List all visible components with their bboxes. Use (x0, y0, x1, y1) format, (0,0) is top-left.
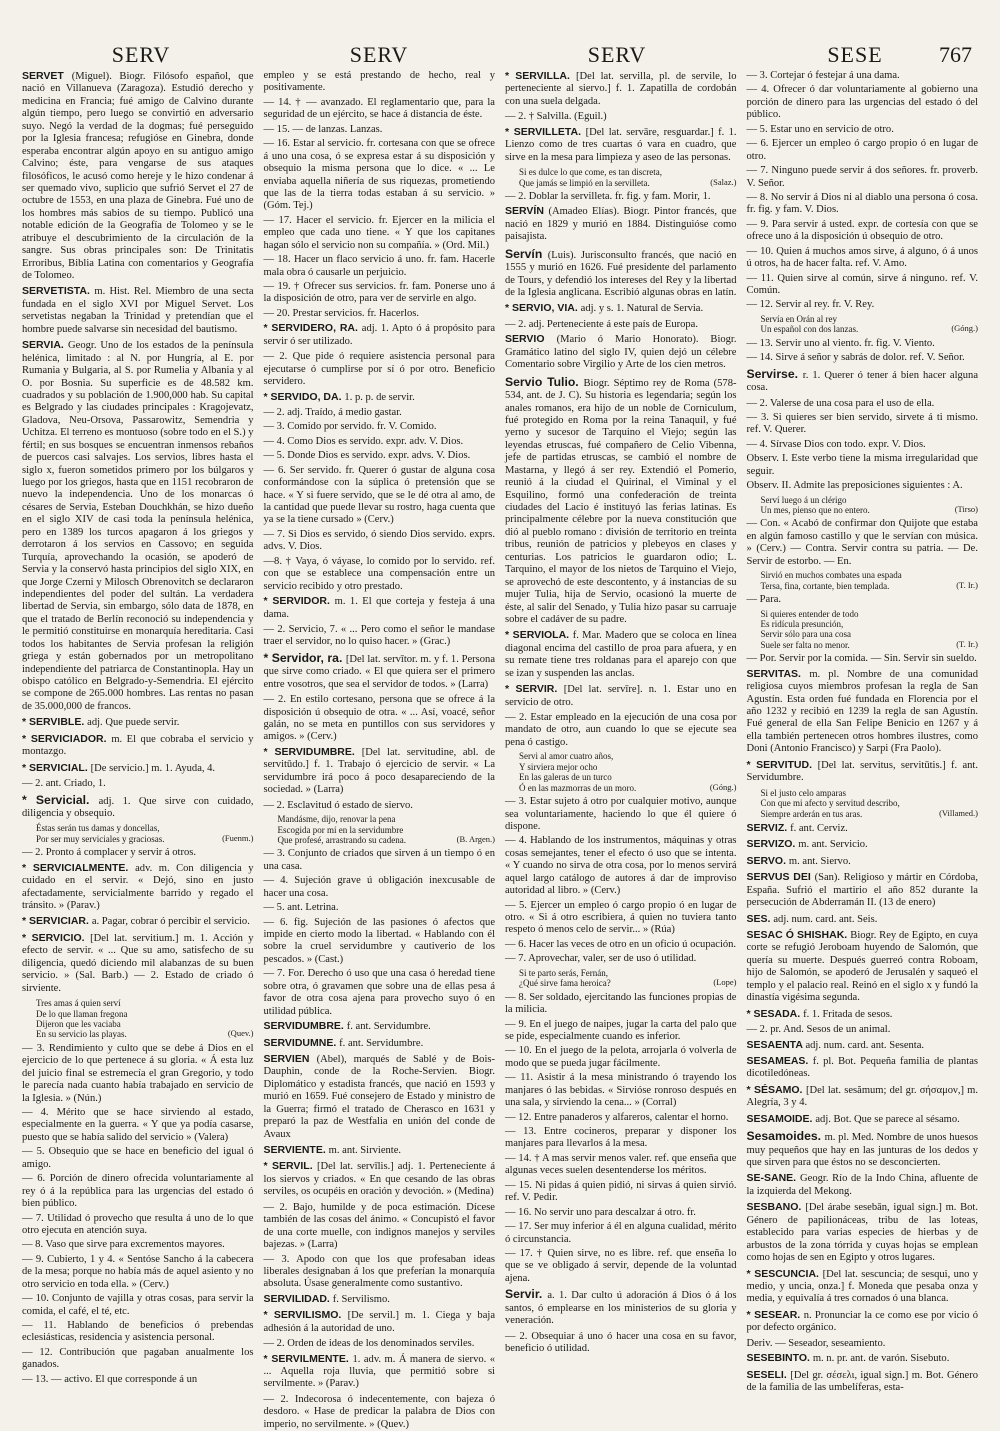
entry-sense: — 6. Porción de dinero ofrecida voluntariamente al rey ó á la república para las urgencias del estado ó bien público. (22, 1173, 254, 1210)
entry-sense: — 2. Indecorosa ó indecentemente, con bajeza ó desdoro. « Hase de predicar la palabra de Dios con imperio, no servilmente. » (Quev.) (263, 1393, 495, 1430)
entry-definition: f. Mar. Madero que se coloca en línea diagonal encima del castillo de proa para afuera, y en su remate tiene tres roldanas para el aparejo con que se izan y suspenden las anclas. (505, 630, 737, 679)
verse-text: Éstas serán tus damas y doncellas, Por ser muy serviciales y graciosas. (36, 823, 165, 844)
dictionary-entry (747, 668, 979, 756)
entry-definition: [De servicio.] m. 1. Ayuda, 4. (90, 762, 216, 774)
entry-sense: — 9. En el juego de naipes, jugar la carta del palo que se pide, especialmente cuando es inferior. (505, 1018, 737, 1042)
entry-headword: Sesamoides. (746, 1129, 822, 1144)
entry-sense: — 13. Entre cocineros, preparar y disponer los manjares para llevarlos á la mesa. (505, 1126, 737, 1150)
entry-headword: SERVUS DEI (746, 871, 811, 884)
entry-definition: m. ant. Servicio. (798, 839, 868, 851)
entry-sense: — 16. Estar al servicio. fr. cortesana con que se ofrece á uno una cosa, ó se expresa estar á su disposición y obsequio la misma persona que lo dice. « ... Le enviaba aquella niñería de sus riquezas, prometiendo que las de la tierra todas estaban á su servicio. » (Góm. Tej.) (263, 138, 495, 212)
entry-definition: adv. m. Con diligencia y cuidado en el servir. « Dejó, sino en justo afectadamente, servicialmente barrido y regado el tránsito. » (Parav.) (22, 862, 254, 911)
entry-sense: empleo y se está prestando de hecho, real y positivamente. (263, 70, 495, 94)
entry-definition: 1. adv. m. Á manera de siervo. « ... Aquella roja lluvia, que permitió sobre si servilmente. » (Parav.) (263, 1353, 495, 1390)
entry-headword: SERVIZ. (746, 821, 788, 834)
entry-headword: SERVIA. (22, 339, 64, 352)
entry-sense: — 11. Asistir á la mesa ministrando ó trayendo los manjares ó las bebidas. « Sirvióse ronroso después en una sala, y sirviendo la cena... » (Corral) (505, 1072, 737, 1109)
entry-headword: * SESEAR. (746, 1308, 801, 1321)
entry-sense: — 3. Apodo con que los que profesaban ideas liberales designaban á los que preferían la monarquía absoluta. Úsase generalmente como sustantivo. (263, 1253, 495, 1290)
dictionary-entry (505, 247, 737, 300)
entry-headword: * SERVITUD. (746, 758, 812, 771)
entry-sense: — 2. † Salvilla. (Eguil.) (505, 111, 607, 123)
verse-text: Si quieres entender de todo Es ridícula presunción, Servir sólo para una cosa Suele ser falta no menor. (760, 608, 859, 650)
entry-sense: — 8. Ser soldado, ejercitando las funciones propias de la milicia. (505, 991, 737, 1016)
entry-sense: — 15. Ni pidas á quien pidió, ni sirvas á quien sirvió. ref. V. Pedir. (505, 1179, 737, 1204)
entry-sense: — 18. Hacer un flaco servicio á uno. fr. fam. Hacerle mala obra ó causarle un perjuicio. (263, 254, 495, 278)
dictionary-entry (747, 913, 979, 926)
entry-headword: * SERVILLETA. (505, 125, 581, 138)
dictionary-entry (747, 838, 979, 851)
dictionary-entry (747, 1055, 979, 1081)
column-3 (505, 70, 737, 1354)
guide-word: SERV (349, 42, 409, 67)
verse-source: (B. Argen.) (456, 833, 495, 844)
entry-sense: — 2. Esclavitud ó estado de siervo. (263, 799, 413, 811)
entry-definition: [Del lat. servitudine, abl. de servitūdo.] f. 1. Trabajo ó ejercicio de servir. « La servidumbre irá poco á poco desapareciendo de la sociedad. » (Larra) (263, 746, 495, 796)
entry-headword: Servio Tulio. (505, 374, 579, 389)
entry-headword: SESAC Ó SHISHAK. (746, 929, 848, 941)
dictionary-entry (264, 1144, 496, 1157)
dictionary-entry (22, 733, 254, 759)
entry-definition: Geogr. Río de la Indo China, afluente de la izquierda del Mekong. (746, 1173, 978, 1197)
entry-sense: — Por. Servir por la comida. — Sin. Servir sin sueldo. (746, 653, 977, 665)
dictionary-entry (747, 1129, 979, 1169)
entry-headword: SERVILIDAD. (263, 1292, 330, 1305)
entry-definition: m. ant. Siervo. (788, 855, 851, 867)
entry-definition: adj. num. card. ant. Seis. (773, 913, 878, 925)
guide-word: SESE (827, 42, 883, 67)
entry-headword: * SESADA. (746, 1007, 801, 1020)
entry-headword: SERVITAS. (746, 667, 801, 680)
dictionary-entry (747, 1084, 979, 1110)
entry-sense: — 5. Ejercer un empleo ó cargo propio ó en lugar de otro. « Si á otro escribiera, á quien no tuviera tanto respeto ó menos celo de servir... » (Rúa) (505, 899, 737, 936)
entry-headword: SESAMOIDE. (746, 1112, 813, 1125)
entry-sense: — 17. Hacer el servicio. fr. Ejercer en la milicia el empleo que cada uno tiene. « Y que los capitanes hagan sólo el servicio non su compañía. » (Ord. Mil.) (263, 214, 495, 251)
entry-sense: — 10. Quien á muchos amos sirve, á alguno, ó á unos ú otros, ha de hacer falta. ref. V. Amo. (746, 245, 978, 270)
entry-sense: — 14. Sirve á señor y sabrás de dolor. ref. V. Señor. (746, 352, 965, 364)
verse-source: (T. Ir.) (956, 638, 978, 649)
entry-sense: — 7. Si Dios es servido, ó siendo Dios servido. exprs. advs. V. Dios. (263, 528, 495, 553)
entry-headword: SERVIENTE. (263, 1144, 326, 1156)
entry-headword: Servir. (505, 1287, 543, 1302)
entry-definition: adj. Que puede servir. (87, 717, 180, 729)
entry-sense: — 13. Servir uno al viento. fr. fig. V. Viento. (746, 337, 935, 349)
entry-sense: — 2. Bajo, humilde y de poca estimación. Dícese también de las cosas del ánimo. « Concupistó el favor de una corte muelle, con indignos manejos y serviles bajezas. » (Larra) (263, 1201, 495, 1251)
entry-definition: adj. num. card. ant. Sesenta. (805, 1039, 925, 1051)
entry-sense: — 15. — de lanzas. Lanzas. (263, 123, 383, 135)
column-4 (746, 70, 979, 1393)
entry-sense: — 3. Rendimiento y culto que se debe á Dios en el ejercicio de lo que pertenece á su gloria. « Á esta luz del juicio final se estremecía el gran Gregorio, y todo le parecía nada cuanto había trabajado en servicio de la Iglesia. » (Nún.) (22, 1042, 254, 1104)
entry-sense: — 2. Orden de ideas de los denominados serviles. (263, 1338, 475, 1350)
dictionary-entry (505, 629, 737, 680)
entry-sense: — 2. Doblar la servilleta. fr. fig. y fam. Morir, 1. (505, 190, 711, 202)
verse-quotation (761, 788, 979, 819)
dictionary-entry (264, 1160, 496, 1198)
entry-definition: [De servil.] m. 1. Ciega y baja adhesión á la autoridad de uno. (263, 1310, 495, 1334)
entry-definition: [Del lat. sescuncia; de sesqui, uno y medio, y uncia, onza.] f. Moneda que pesaba onza y media, y equivalía á tres cornados ó una blanca. (746, 1268, 979, 1305)
entry-definition: Biogr. Séptimo rey de Roma (578-534, ant. de J. C). Su historia es legendaria; según los anales romanos, era hijo de un noble de Corniculum, fué protegido en Roma por la reina Tanaquil, y fué yerno y sucesor de Tarquino el Viejo; según las leyendas etruscas, fué compañero de Celio Vibenna, jefe de partidas etruscas, se cambió el nombre de Mastarna, y llegó á ser rey. Extendió el Pomerio, reunió á la ciudad el Quirinal, el Viminal y el Esquilino, formó una confederación de treinta ciudades del Lacio é instituyó las ferias latinas. Es principalmente célebre por la nueva constitución que dió al pueblo romano : división de territorio en treinta tribus, reunión de patricios y plebeyos en clases y centurias. Los patricios le guardaron odio; L. Tarquino, el mayor de los nietos de Tarquino el Viejo, se aprovechó de este descontento, y á instancias de su mujer Tulia, hija de Servio, ocasionó la muerte de éste, al salir del Senado, y Tulia hizo pasar su carruaje sobre el cadáver de su padre. (505, 377, 737, 625)
entry-definition: r. 1. Querer ó tener á bien hacer alguna cosa. (746, 369, 979, 394)
dictionary-entry (264, 1037, 496, 1050)
entry-sense: — 2. adj. Perteneciente á este país de Europa. (505, 318, 698, 330)
verse-quotation (519, 167, 737, 188)
dictionary-entry (505, 333, 737, 371)
dictionary-entry (747, 1369, 979, 1395)
entry-definition: (Miguel). Biogr. Filósofo español, que nació en Villanueva (Zaragoza). Estudió derecho y medicina en Francia; fué amigo de Calvino durante algún tiempo, pero luego se convirtió en adversario suyo. Negó la verdad de la dogmas; fué perseguido por la Iglesia francesa; refugióse en Ginebra, donde esperaba encontrar algún apoyo en su antiguo amigo Calvino; éste, para vengarse de sus ataques filosóficos, le acusó como hereje y le hizo condenar á ser quemado vivo, suplicio que sufrió Servet el 27 de octubre de 1553, en una plaza de Ginebra. Fué uno de los hombres más sabios de su tiempo. Publicó una notable edición de la Geografía de Tolomeo y se le atribuye el descubrimiento de la circulación de la sangre. Sus obras principales son: De Trinitatis Erroribus, Biblia Latina con comentarios y Geografía de Tolomeo. (22, 71, 254, 281)
dictionary-entry (264, 1353, 496, 1391)
dictionary-entry (747, 871, 979, 909)
entry-headword: SERVIZO. (746, 838, 796, 851)
dictionary-entry (505, 205, 737, 243)
entry-definition: m. pl. Nombre de una comunidad religiosa cuyos miembros profesan la regla de San Agustín. Esta orden fué fundada en Florencia por el año 1232 y recibió en 1239 la regla de san Agustín. Fué general de ella San Felipe Benicio en 1267 y á ella también pertenecen otros hombres ilustres, como Doni (Antonio Francisco) y Sarpi (Fra Paolo). (746, 668, 978, 755)
entry-headword: SESAMEAS. (746, 1054, 809, 1067)
entry-headword: SESELI. (746, 1368, 787, 1381)
guide-word: SERV (111, 42, 171, 67)
entry-definition: [Del lat. servītor. m. y f. 1. Persona que sirve como criado. « El que quiera ser el primero entre vosotros, que sea el servidor de todos. » (Larra) (263, 653, 495, 690)
dictionary-entry (22, 793, 254, 821)
dictionary-entry (264, 1020, 496, 1033)
dictionary-entry (747, 1201, 979, 1264)
entry-sense: — 4. Mérito que se hace sirviendo al estado, especialmente en la guerra. « Y que ya podía casarse, puesto que se había salido del servicio » (Valera) (22, 1107, 254, 1143)
entry-definition: [Del lat. servīlis.] adj. 1. Perteneciente á los siervos y criados. « En que cesando de las obras serviles, os ocupéis en oración y devoción. » (Medina) (263, 1161, 496, 1198)
entry-headword: SE-SANE. (746, 1172, 797, 1185)
entry-sense: — 4. Como Dios es servido. expr. adv. V. Dios. (263, 435, 464, 447)
verse-text: Tres amas á quien serví De lo que llaman fregona Dijeron que les vaciaba En su servicio las playas. (36, 998, 128, 1040)
entry-headword: * SERVIO, VIA. (505, 302, 578, 315)
entry-definition: a. Pagar, cobrar ó percibir el servicio. (91, 916, 250, 928)
dictionary-entry (505, 683, 737, 709)
entry-headword: * SERVILLA. (505, 70, 570, 82)
entry-headword: * SERVIBLE. (22, 716, 85, 729)
entry-definition: (Luis). Jurisconsulto francés, que nació en 1555 y murió en 1626. Fué presidente del parlamento de Tours, y defendió los intereses del Rey y la libertad de la Iglesia anglicana. Escribió algunas obras en latín. (505, 249, 737, 298)
dictionary-entry (264, 1053, 496, 1141)
dictionary-entry (264, 322, 496, 348)
verse-source: (Fuenm.) (222, 832, 254, 843)
entry-definition: f. ant. Servidumbre. (346, 1021, 431, 1033)
entry-sense: — 5. Donde Dios es servido. expr. advs. V. Dios. (263, 450, 471, 462)
entry-headword: * SERVIR. (505, 683, 558, 696)
guide-word: SERV (587, 42, 647, 67)
entry-definition: (Mario ó Mario Honorato). Biogr. Gramático latino del siglo IV, quien dejó un célebre Comentario sobre Virgilio y Arte de los cien metros. (505, 334, 737, 371)
entry-sense: — 11. Hablando de beneficios ó prebendas eclesiásticas, residencia y asistencia personal. (22, 1320, 254, 1344)
verse-text: Servi al amor cuatro años, Y sirviera mejor ocho En las galeras de un turco Ó en las mazmorras de un moro. (519, 751, 637, 793)
entry-sense: — 2. Que pide ó requiere asistencia personal para ejecutarse ó cumplirse por sí ó por otro. Beneficio servidero. (263, 351, 495, 388)
verse-source: (Góng.) (709, 781, 737, 792)
text-columns (22, 70, 979, 1430)
entry-sense: — 17. † Quien sirve, no es libre. ref. que enseña lo que se ve obligado á servir, depende de la voluntad ajena. (505, 1247, 737, 1284)
dictionary-entry (747, 1352, 979, 1365)
entry-headword: * SERVIDUMBRE. (263, 745, 355, 758)
verse-quotation (761, 609, 979, 651)
entry-headword: * Servicial. (22, 792, 90, 807)
entry-headword: * SERVILMENTE. (263, 1352, 349, 1365)
entry-sense: — 5. ant. Letrina. (263, 902, 339, 914)
verse-quotation (278, 814, 496, 845)
entry-headword: SERVO. (746, 854, 786, 867)
entry-sense: — 3. Cortejar ó festejar á una dama. (746, 70, 900, 81)
dictionary-entry (505, 1287, 737, 1327)
entry-headword: Servirse. (746, 366, 798, 381)
entry-definition: f. ant. Cerviz. (790, 822, 848, 834)
dictionary-entry (22, 915, 254, 928)
dictionary-entry (505, 375, 737, 627)
entry-sense: — 2. ant. Criado, 1. (22, 778, 106, 790)
dictionary-entry (505, 126, 737, 164)
dictionary-entry (747, 1039, 979, 1052)
dictionary-entry (505, 302, 737, 315)
entry-sense: — 4. Hablando de los instrumentos, máquinas y otras cosas semejantes, tener el efecto ó uso que se intenta. « Y cuando no sirva de otra cosa, por lo menos servirá aquel largo catálogo de autores á dar de improviso autoridad al libro. » (Cerv.) (505, 835, 737, 897)
entry-sense: — 14. † — avanzado. El reglamentario que, para la seguridad de un ejército, se hace á distancia de éste. (263, 96, 495, 121)
entry-definition: [Del lat. servitus, servitūtis.] f. ant. Servidumbre. (746, 759, 978, 784)
entry-headword: SERVIO (505, 333, 545, 346)
dictionary-entry (22, 762, 254, 775)
dictionary-entry (747, 822, 979, 835)
dictionary-entry (264, 651, 496, 691)
dictionary-entry (22, 932, 254, 995)
entry-headword: SERVIDUMBRE. (263, 1020, 344, 1033)
entry-sense: — 7. Aprovechar, valer, ser de uso ó utilidad. (505, 953, 697, 965)
entry-definition: [Del lat. servilla, pl. de servile, lo perteneciente al siervo.] f. 1. Zapatilla de cordobán con una suela delgada. (505, 71, 737, 107)
entry-headword: * SERVICIO. (22, 931, 85, 944)
verse-source: (Salaz.) (710, 176, 737, 187)
entry-sense: — 8. No servir á Dios ni al diablo una persona ó cosa. fr. fig. y fam. V. Dios. (746, 191, 978, 216)
entry-sense: — 4. Sírvase Dios con todo. expr. V. Dios. (746, 438, 926, 450)
verse-source: (Lope) (713, 977, 737, 988)
entry-sense: — 10. En el juego de la pelota, arrojarla ó volverla de modo que se pueda jugar fácilmente. (505, 1045, 737, 1069)
entry-headword: SESAENTA (746, 1038, 803, 1051)
entry-sense: — 2. Servicio, 7. « ... Pero como el señor le mandase traer el servidor, no lo quiso hacer. » (Grac.) (263, 623, 495, 648)
entry-definition: (Amadeo Elías). Biogr. Pintor francés, que nació en 1829 y murió en 1884. Distinguióse como paisajista. (505, 206, 737, 243)
entry-definition: m. pl. Med. Nombre de unos huesos muy pequeños que hay en las junturas de los dedos y que sirven para que éstos no se desconcierten. (746, 1132, 979, 1168)
entry-definition: Geogr. Uno de los estados de la península helénica, limitado : al N. por Hungría, al E. por Rumania y Bulgaria, al S. por Rumelia y Albania y al O. por Bosnia. Su superficie es de 48.582 km. cuadrados y su población de 1.900,000 hab. Su capital es Belgrado y las ciudades principales : Kragojevatz, Gladova, Neu-Orsova, Passarowitz, Semendria y Uchitza. El terreno es montuoso (sobre todo en el S.) y fértil; en sus bosques se encuentran inmensos rebaños de puercos casi salvajes. Los servios, libres hasta el siglo x, fueron sometidos primero por los búlgaros y luego por los griegos, hasta que en 1151 recobraron de nuevo la independencia. Uno de los monarcas ó césares de Servia, Esteban Douchkhán, se hizo dueño en el siglo XIV de casi toda la península helénica, pero en 1389 los turcos apagaron á los griegos y derrotaron á los servios en Cassovo; en seguida Turquía, aprovechando la ocasión, se apoderó de Servia y la conservó hasta principios del siglo XIX, en que Jorge Czerni y Milosch Obrenovitch se declararon independientes del poder del sultán. La verdadera libertad de Servia, sin embargo, sólo data de 1878, en que el tratado de Berlín reconoció su independencia y le permitió constituirse en monarquía hereditaria. Casi todos los habitantes de Servia profesan la religión griega y están gobernados por un metropolitano independiente del patriarca de Constantinopla. Hay un obispo católico en Belgrado-y-Semendria. El ejército se compone de 265.000 hombres. Las rentas no pasan de 35.000,000 de francos. (22, 340, 254, 712)
entry-headword: * SÉSAMO. (746, 1083, 803, 1096)
entry-sense: — 7. Ninguno puede servir á dos señores. fr. proverb. V. Señor. (746, 165, 978, 189)
dictionary-entry (747, 367, 979, 395)
entry-sense: — 12. Servir al rey. fr. V. Rey. (746, 299, 875, 311)
entry-sense: — 19. † Ofrecer sus servicios. fr. fam. Ponerse uno á la disposición de otro, para ver de servirle en algo. (263, 281, 495, 305)
entry-sense: — 20. Prestar servicios. fr. Hacerlos. (263, 307, 420, 319)
verse-quotation (36, 998, 254, 1040)
verse-text: Si es dulce lo que come, es tan discreta, Que jamás se limpió en la servilleta. (519, 167, 662, 188)
dictionary-entry (264, 391, 496, 404)
entry-sense: — 3. Si quieres ser bien servido, sirvete á ti mismo. ref. V. Querer. (746, 411, 978, 436)
entry-sense: — 17. Ser muy inferior á él en alguna cualidad, mérito ó circunstancia. (505, 1221, 737, 1245)
entry-definition: m. Hist. Rel. Miembro de una secta fundada en el siglo XVI por Miguel Servet. Los servetistas negaban la Trinidad y pretendían que el hombre puede salvarse sin necesidad del bautismo. (22, 286, 254, 335)
entry-sense: — 7. For. Derecho ó uso que una casa ó heredad tiene sobre otra, ó gravamen que sobre una de ellas pesa á favor de otra cosa ajena para provecho suyo ó en utilidad pública. (263, 968, 495, 1017)
entry-headword: * SERVILISMO. (263, 1309, 342, 1322)
entry-headword: SERVETISTA. (22, 285, 90, 298)
entry-definition: [Del lat. sesămum; del gr. σήσαμον,] m. Alegría, 3 y 4. (746, 1084, 978, 1109)
verse-source: (Tirso) (954, 504, 978, 514)
entry-sense: — 2. adj. Traído, á medio gastar. (263, 406, 402, 418)
entry-sense: — 2. Obsequiar á uno ó hacer una cosa en su favor, beneficio ó utilidad. (505, 1330, 737, 1354)
dictionary-entry (505, 70, 737, 108)
entry-definition: n. Pronunciar la ce como ese por vicio ó por defecto orgánico. (746, 1309, 979, 1334)
entry-headword: * SERVICIALMENTE. (22, 861, 129, 874)
entry-headword: * SERVICIAR. (22, 915, 89, 928)
dictionary-entry (264, 1309, 496, 1335)
entry-headword: * SERVIL. (263, 1160, 313, 1173)
verse-text: Si te parto serás, Fernán, ¿Qué sirve fama heroica? (519, 967, 611, 989)
entry-sense: — 14. † A mas servir menos valer. ref. que enseña que algunas veces suelen desentenderse los méritos. (505, 1152, 737, 1177)
verse-quotation (36, 823, 254, 844)
entry-definition: adj. 1. Que sirve con cuidado, diligencia y obsequio. (22, 795, 254, 819)
entry-headword: * SERVIDOR. (263, 595, 330, 608)
entry-headword: SESBANO. (746, 1201, 802, 1214)
entry-sense: — 6. Ser servido. fr. Querer ó gustar de alguna cosa conformándose con la súplica ó pretensión que se hace. « Y si fuere servido, que se le dé otra al amo, de la cantidad que puede llevar su rostro, haga cuenta que ya se la tiene cursado » (Cerv.) (263, 464, 495, 526)
dictionary-entry (747, 1113, 979, 1126)
dictionary-entry (747, 1008, 979, 1021)
entry-definition: Biogr. Rey de Egipto, en cuya corte se refugió Jeroboam huyendo de Salomón, que quería su muerte. Después guerreó contra Roboam, hijo de Salomón, se apoderó de Jerusalén y saqueó el templo y el palacio real. Reinó en el siglo x y fundó la dinastía vigésima segunda. (746, 930, 978, 1004)
entry-headword: * Servidor, ra. (263, 650, 343, 665)
entry-definition: [Del lat. servāre, resguardar.] f. 1. Lienzo como de tres cuartas ó vara en cuadro, que sirve en la mesa para limpieza y aseo de las personas. (505, 126, 737, 163)
verse-text: Mandásme, dijo, renovar la pena Escogida por mí en la servidumbre Que profesé, arrastrando su cadena. (277, 814, 406, 845)
entry-sense: — 16. No servir uno para descalzar á otro. fr. (505, 1206, 696, 1218)
entry-definition: a. 1. Dar culto ú adoración á Dios ó á los santos, ó emplearse en los ministerios de su gloria y veneración. (505, 1290, 737, 1327)
entry-sense: — 9. Cubierto, 1 y 4. « Sentóse Sancho á la cabecera de la mesa; porque no había más de aquel asiento y no otro servicio en toda ella. » (Cerv.) (22, 1253, 254, 1290)
verse-text: Servía en Orán al rey Un español con dos lanzas. (760, 313, 859, 335)
entry-definition: f. Servilismo. (332, 1293, 390, 1305)
entry-definition: adj. y s. 1. Natural de Servia. (580, 303, 704, 315)
dictionary-entry (747, 929, 979, 1005)
verse-source: (Villamed.) (939, 807, 978, 818)
dictionary-entry (264, 1293, 496, 1306)
entry-definition: [Del lat. servīre]. n. 1. Estar uno en servicio de otro. (505, 684, 737, 708)
entry-sense: — 8. Vaso que sirve para excrementos mayores. (22, 1239, 225, 1251)
entry-definition: (Abel), marqués de Sablé y de Bois-Dauphin, conde de la Roche-Servien. Biogr. Diplomático y estadista francés, que nació en 1593 y murió en 1659. Fué consejero de Estado y ministro de la Guerra; firmó el tratado de Cherasco en 1631 y preparó la paz de Westfalia en unión del conde de Avaux (263, 1053, 496, 1140)
entry-sense: — 4. Sujeción grave ú obligación inexcusable de hacer una cosa. (263, 875, 495, 899)
entry-headword: SERVET (22, 70, 64, 82)
entry-definition: m. El que cobraba el servicio y montazgo. (22, 733, 254, 758)
entry-sense: — 12. Contribución que pagaban anualmente los ganados. (22, 1346, 254, 1371)
entry-sense: Observ. II. Admite las preposiciones siguientes : A. (746, 480, 963, 492)
dictionary-entry (747, 1268, 979, 1306)
entry-definition: f. 1. Fritada de sesos. (803, 1008, 893, 1020)
dictionary-entry (264, 746, 496, 797)
entry-headword: * SERVICIADOR. (22, 732, 107, 745)
entry-sense: Deriv. — Seseador, seseamiento. (746, 1337, 886, 1349)
verse-text: Sirvió en muchos combates una espada Tersa, fina, cortante, bien templada. (760, 570, 902, 591)
entry-sense: — 12. Entre panaderos y alfareros, calentar el horno. (505, 1111, 729, 1123)
dictionary-entry (747, 1172, 979, 1198)
entry-headword: SESEBINTO. (746, 1352, 810, 1365)
entry-sense: — 2. En estilo cortesano, persona que se ofrece á la disposición ú obsequio de otra. « ... Así, voacé, señor galán, no se meta en puntillos con sus servidores y amigos. » (Cerv.) (263, 694, 495, 743)
entry-sense: — 10. Conjunto de vajilla y otras cosas, para servir la comida, el café, el té, etc. (22, 1293, 254, 1317)
entry-headword: * SERVIDO, DA. (263, 390, 342, 403)
entry-sense: — 4. Ofrecer ó dar voluntariamente al gobierno una porción de dinero para las urgencias del estado ó del público. (746, 84, 978, 121)
entry-sense: — 13. — activo. El que corresponde á un (22, 1373, 198, 1385)
column-2 (263, 70, 496, 1430)
verse-quotation (761, 314, 979, 335)
entry-definition: m. n. pr. ant. de varón. Sisebuto. (812, 1353, 950, 1365)
entry-sense: — 2. pr. And. Sesos de un animal. (746, 1024, 891, 1036)
entry-sense: — 5. Estar uno en servicio de otro. (746, 123, 894, 135)
dictionary-entry (22, 285, 254, 336)
entry-sense: Observ. I. Este verbo tiene la misma irregularidad que seguir. (746, 453, 978, 477)
entry-definition: f. pl. Bot. Pequeña familia de plantas dicotiledóneas. (746, 1055, 978, 1080)
page-header (22, 38, 978, 68)
entry-headword: * SERVICIAL. (22, 761, 88, 774)
entry-headword: SES. (746, 912, 771, 925)
entry-sense: — Para. (746, 594, 782, 606)
dictionary-entry (22, 862, 254, 913)
entry-sense: — 5. Obsequio que se hace en beneficio del igual ó amigo. (22, 1146, 254, 1170)
entry-definition: m. 1. El que corteja y festeja á una dama. (263, 596, 495, 620)
page-number: 767 (939, 42, 972, 67)
entry-sense: — 2. Pronto á complacer y servir á otros. (22, 847, 196, 859)
entry-sense: —8. † Vaya, ó váyase, lo comido por lo servido. ref. con que se establece una compensación entre un servicio recibido y otro prestado. (263, 555, 495, 592)
verse-quotation (761, 495, 979, 516)
entry-definition: adj. 1. Apto ó á propósito para servir ó ser utilizado. (263, 323, 495, 347)
verse-source: (Góng.) (951, 323, 978, 334)
entry-sense: — 3. Estar sujeto á otro por cualquier motivo, aunque sea voluntariamente, haciendo lo que él quiere ó dispone. (505, 796, 737, 832)
entry-definition: [Del lat. servitium.] m. 1. Acción y efecto de servir. « ... Que su amo, satisfecho de su diligencia, quedó diciendo mil alabanzas de su buen servicio. » (Sal. Barb.) — 2. Estado de criado ó sirviente. (22, 932, 254, 994)
dictionary-entry (264, 595, 496, 621)
verse-source: (T. Ir.) (956, 579, 978, 590)
entry-definition: m. ant. Sirviente. (328, 1145, 402, 1156)
dictionary-entry (747, 855, 979, 868)
dictionary-entry (22, 716, 254, 729)
verse-quotation (519, 751, 737, 793)
entry-headword: SERVIDUMNE. (263, 1036, 337, 1049)
entry-sense: — 11. Quien sirve al común, sirve á ninguno. ref. V. Común. (746, 272, 978, 296)
entry-sense: — 6. Ejercer un empleo ó cargo propio ó en lugar de otro. (746, 138, 978, 162)
entry-definition: f. ant. Servidumbre. (339, 1037, 424, 1049)
entry-sense: — 7. Utilidad ó provecho que resulta á uno de lo que otro ejecuta en atención suya. (22, 1212, 254, 1236)
entry-definition: (San). Religioso y mártir en Córdoba, España. Sufrió el martirio el año 852 durante la persecución de Abderramán II. (13 de enero) (746, 872, 978, 909)
verse-text: Serví luego á un clérigo Un mes, pienso que no entero. (760, 494, 870, 515)
entry-sense: — 2. Valerse de una cosa para el uso de ella. (746, 397, 935, 409)
entry-sense: — 2. Estar empleado en la ejecución de una cosa por mandato de otro, aun cuando lo que se ejecute sea pena ó castigo. (505, 712, 737, 748)
entry-sense: — Con. « Acabó de confirmar don Quijote que estaba en algún famoso castillo y que le servían con música. » (Cerv.) — Contra. Servir contra su patria. — De. Servir de estorbo. — En. (746, 518, 978, 567)
verse-source: (Quev.) (227, 1028, 254, 1039)
entry-sense: — 6. fig. Sujeción de las pasiones ó afectos que impide en cierto modo la libertad. « Hablando con él sobre la cruel servidumbre y cautiverio de los pescados. » (Cast.) (263, 916, 495, 965)
entry-definition: [Del gr. σέσελι, igual sign.] m. Bot. Género de la familia de las umbelíferas, esta- (746, 1369, 978, 1393)
entry-definition: [Del árabe sesebān, igual sign.] m. Bot. Género de papilionáceas, tribu de las loteas, establecido para varias especies de hierbas y de arbustos de la zona tórrida y cuyas hojas se emplean como hojas de sen en Egipto y otros lugares. (746, 1202, 978, 1264)
entry-headword: * SERVIOLA. (505, 629, 570, 642)
dictionary-entry (747, 1309, 979, 1335)
entry-sense: — 9. Para servir á usted. expr. de cortesía con que se ofrece uno á la disposición ú obsequio de otro. (746, 218, 978, 243)
verse-text: Si el justo celo amparas Con que mi afecto y servitud describo, Siempre arderán en tus aras. (760, 787, 900, 819)
entry-headword: * SERVIDERO, RA. (263, 322, 358, 335)
dictionary-entry (22, 339, 254, 713)
dictionary-entry (22, 70, 254, 282)
column-1 (22, 70, 254, 1385)
entry-sense: — 6. Hacer las veces de otro en un oficio ú ocupación. (505, 938, 737, 950)
entry-headword: * SESCUNCIA. (746, 1267, 819, 1280)
entry-definition: 1. p. p. de servir. (344, 391, 415, 403)
entry-sense: — 3. Conjunto de criados que sirven á un tiempo ó en una casa. (263, 848, 495, 872)
verse-quotation (519, 968, 737, 989)
entry-sense: — 3. Comido por servido. fr. V. Comido. (263, 421, 437, 433)
verse-quotation (761, 570, 979, 591)
dictionary-entry (747, 759, 979, 785)
entry-headword: Servín (505, 246, 543, 261)
entry-headword: SERVÍN (505, 205, 544, 218)
entry-headword: SERVIEN (263, 1052, 310, 1065)
entry-definition: adj. Bot. Que se parece al sésamo. (815, 1113, 960, 1125)
